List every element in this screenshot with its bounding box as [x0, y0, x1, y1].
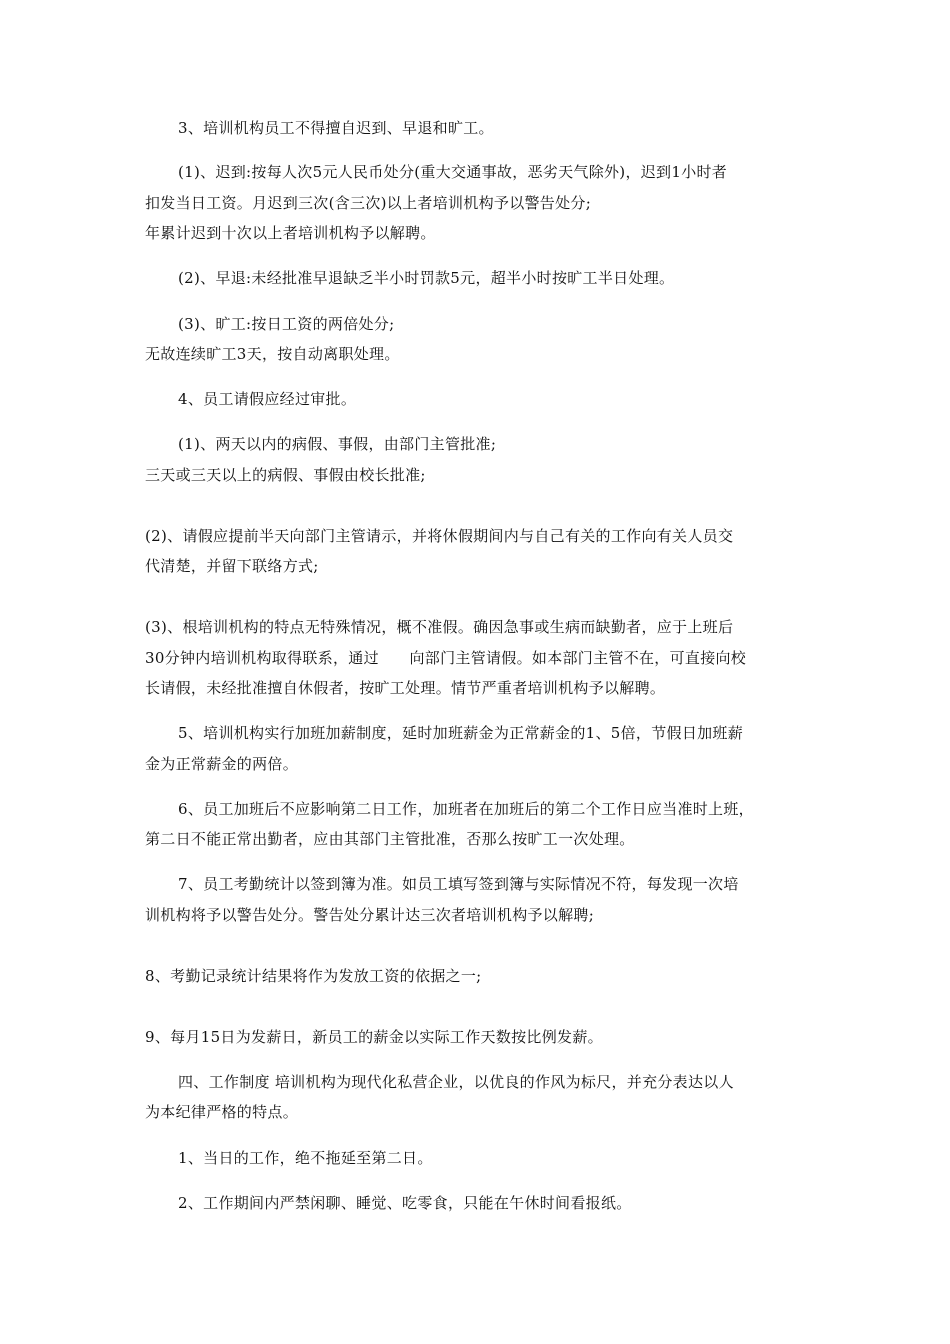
- paragraph-6-line2: 第二日不能正常出勤者，应由其部门主管批准，否那么按旷工一次处理。: [145, 830, 635, 848]
- paragraph-4-2-line1: (2)、请假应提前半天向部门主管请示，并将休假期间内与自己有关的工作向有关人员交: [145, 527, 734, 545]
- paragraph-4-3-line3: 长请假，未经批准擅自休假者，按旷工处理。情节严重者培训机构予以解聘。: [145, 679, 666, 697]
- section-4-title-line1: 四、工作制度 培训机构为现代化私营企业，以优良的作风为标尺，并充分表达以人: [178, 1073, 734, 1091]
- section-4-title-line2: 为本纪律严格的特点。: [145, 1103, 299, 1121]
- paragraph-4-title: 4、员工请假应经过审批。: [178, 390, 357, 408]
- paragraph-3-1-line1: (1)、迟到:按每人次5元人民币处分(重大交通事故，恶劣天气除外)，迟到1小时者: [178, 163, 728, 181]
- paragraph-6-line1: 6、员工加班后不应影响第二日工作，加班者在加班后的第二个工作日应当准时上班，: [178, 800, 754, 818]
- section-4-item-1: 1、当日的工作，绝不拖延至第二日。: [178, 1149, 433, 1167]
- paragraph-4-3-line1: (3)、根培训机构的特点无特殊情况，概不准假。确因急事或生病而缺勤者，应于上班后: [145, 618, 734, 636]
- section-4-item-2: 2、工作期间内严禁闲聊、睡觉、吃零食，只能在午休时间看报纸。: [178, 1194, 632, 1212]
- paragraph-4-3-line2: 30分钟内培训机构取得联系，通过 向部门主管请假。如本部门主管不在，可直接向校: [145, 649, 747, 667]
- paragraph-4-2-line2: 代清楚，并留下联络方式;: [145, 557, 319, 575]
- paragraph-3-title: 3、培训机构员工不得擅自迟到、早退和旷工。: [178, 119, 494, 137]
- paragraph-9: 9、每月15日为发薪日，新员工的薪金以实际工作天数按比例发薪。: [145, 1028, 603, 1046]
- paragraph-3-2: (2)、早退:未经批准早退缺乏半小时罚款5元，超半小时按旷工半日处理。: [178, 269, 675, 287]
- paragraph-7-line2: 训机构将予以警告处分。警告处分累计达三次者培训机构予以解聘;: [145, 906, 595, 924]
- paragraph-3-1-line2: 扣发当日工资。月迟到三次(含三次)以上者培训机构予以警告处分;: [145, 194, 592, 212]
- paragraph-3-1-line3: 年累计迟到十次以上者培训机构予以解聘。: [145, 224, 436, 242]
- paragraph-5-line1: 5、培训机构实行加班加薪制度，延时加班薪金为正常薪金的1、5倍，节假日加班薪: [178, 724, 744, 742]
- paragraph-4-1-line2: 三天或三天以上的病假、事假由校长批准;: [145, 466, 426, 484]
- paragraph-7-line1: 7、员工考勤统计以签到簿为准。如员工填写签到簿与实际情况不符，每发现一次培: [178, 875, 739, 893]
- paragraph-4-1-line1: (1)、两天以内的病假、事假，由部门主管批准;: [178, 435, 497, 453]
- paragraph-3-3-line2: 无故连续旷工3天，按自动离职处理。: [145, 345, 400, 363]
- paragraph-5-line2: 金为正常薪金的两倍。: [145, 755, 299, 773]
- paragraph-3-3-line1: (3)、旷工:按日工资的两倍处分;: [178, 315, 395, 333]
- paragraph-8: 8、考勤记录统计结果将作为发放工资的依据之一;: [145, 967, 482, 985]
